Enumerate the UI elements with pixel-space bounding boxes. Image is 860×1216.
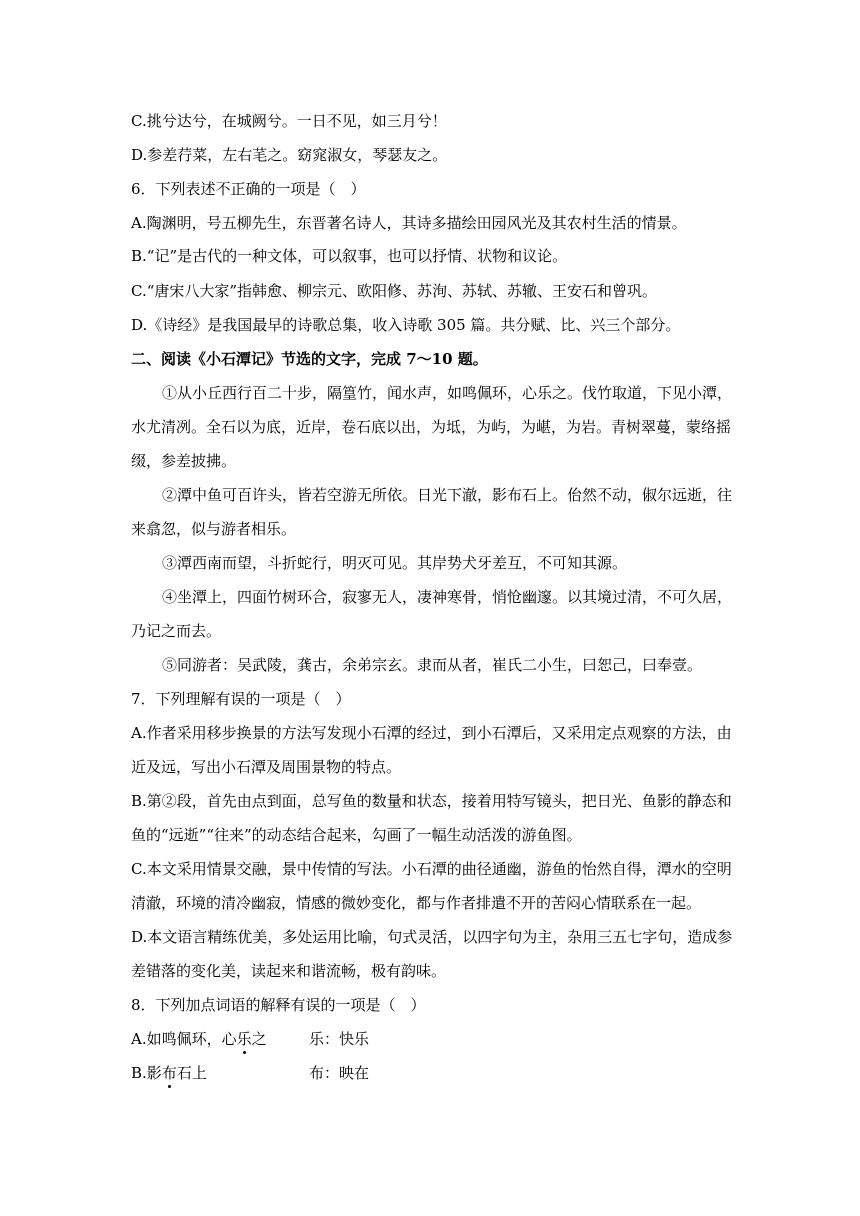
q8-option-b-phrase: B.影布石上	[131, 1064, 207, 1082]
emphasis-dot-word: 布	[161, 1064, 177, 1082]
passage-p2-line1: ②潭中鱼可百许头，皆若空游无所依。日光下澈，影布石上。佁然不动，俶尔远逝，往	[162, 486, 733, 504]
q6-option-d: D.《诗经》是我国最早的诗歌总集，收入诗歌 305 篇。共分赋、比、兴三个部分。	[131, 316, 681, 334]
q8-stem: 8．下列加点词语的解释有误的一项是（ ）	[131, 996, 426, 1014]
q7-option-b-line2: 鱼的“远逝”“往来”的动态结合起来，勾画了一幅生动活泼的游鱼图。	[131, 826, 582, 844]
q8-option-b	[131, 1063, 731, 1083]
emphasis-dot-word: 乐	[236, 1030, 252, 1048]
q8-option-a	[131, 1029, 731, 1049]
q7-option-d-line1: D.本文语言精练优美，多处运用比喻，句式灵活，以四字句为主，杂用三五七字句，造成参	[131, 928, 733, 946]
q6-option-b: B.“记”是古代的一种文体，可以叙事，也可以抒情、状物和议论。	[131, 247, 568, 265]
passage-p1-line2: 水尤清冽。全石以为底，近岸，卷石底以出，为坻，为屿，为嵁，为岩。青树翠蔓，蒙络摇	[131, 418, 732, 436]
q6-option-c: C.“唐宋八大家”指韩愈、柳宗元、欧阳修、苏洵、苏轼、苏辙、王安石和曾巩。	[131, 282, 658, 300]
passage-p1-line1: ①从小丘西行百二十步，隔篁竹，闻水声，如鸣佩环，心乐之。伐竹取道，下见小潭，	[162, 384, 733, 402]
q7-option-c-line2: 清澈，环境的清冷幽寂，情感的微妙变化，都与作者排遣不开的苦闷心情联系在一起。	[131, 894, 702, 912]
passage-p3: ③潭西南而望，斗折蛇行，明灭可见。其岸势犬牙差互，不可知其源。	[162, 554, 628, 572]
q7-option-a-line1: A.作者采用移步换景的方法写发现小石潭的经过，到小石潭后，又采用定点观察的方法，由	[131, 724, 732, 742]
q7-option-b-line1: B.第②段，首先由点到面，总写鱼的数量和状态，接着用特写镜头，把日光、鱼影的静态和	[131, 792, 732, 810]
passage-p2-line2: 来翕忽，似与游者相乐。	[131, 520, 297, 538]
q5-option-c: C.挑兮达兮，在城阙兮。一日不见，如三月兮！	[131, 112, 447, 130]
q5-option-d: D.参差荇菜，左右芼之。窈窕淑女，琴瑟友之。	[131, 146, 448, 164]
q8-option-b-explanation: 布：映在	[309, 1064, 370, 1082]
q7-option-d-line2: 差错落的变化美，读起来和谐流畅，极有韵味。	[131, 962, 447, 980]
section2-heading: 二、阅读《小石潭记》节选的文字，完成 7～10 题。	[131, 350, 488, 368]
q7-option-c-line1: C.本文采用情景交融，景中传情的写法。小石潭的曲径通幽，游鱼的怡然自得，潭水的空明	[131, 860, 732, 878]
q7-option-a-line2: 近及远，写出小石潭及周围景物的特点。	[131, 758, 402, 776]
passage-p1-line3: 缀，参差披拂。	[131, 452, 237, 470]
q6-option-a: A.陶渊明，号五柳先生，东晋著名诗人，其诗多描绘田园风光及其农村生活的情景。	[131, 214, 687, 232]
passage-p5: ⑤同游者：吴武陵，龚古，余弟宗玄。隶而从者，崔氏二小生，曰恕己，曰奉壹。	[162, 656, 703, 674]
q6-stem: 6．下列表述不正确的一项是（ ）	[131, 180, 366, 198]
q7-stem: 7．下列理解有误的一项是（ ）	[131, 690, 351, 708]
passage-p4-line1: ④坐潭上，四面竹树环合，寂寥无人，凄神寒骨，悄怆幽邃。以其境过清，不可久居，	[162, 588, 733, 606]
q8-option-a-explanation: 乐：快乐	[309, 1030, 370, 1048]
q8-option-a-phrase: A.如鸣佩环，心乐之	[131, 1030, 267, 1048]
passage-p4-line2: 乃记之而去。	[131, 622, 222, 640]
